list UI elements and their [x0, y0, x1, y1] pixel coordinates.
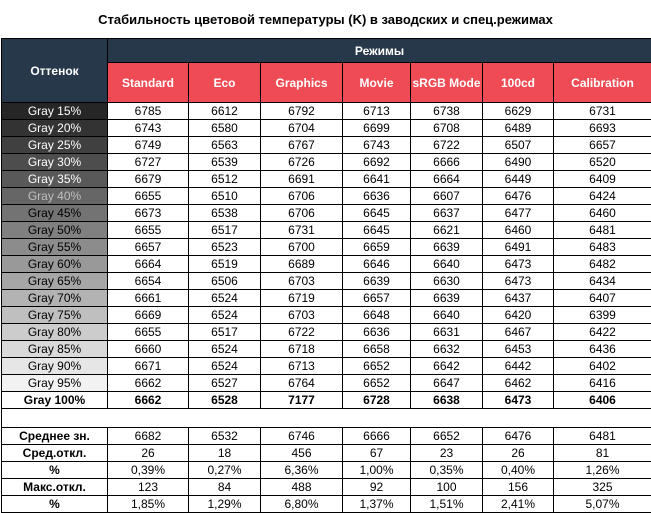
temperature-value: 6527 [189, 375, 261, 392]
mode-header: Eco [189, 63, 261, 103]
temperature-value: 6442 [483, 358, 554, 375]
temperature-value: 6538 [189, 205, 261, 222]
table-row [2, 103, 651, 120]
temperature-value: 6639 [411, 290, 483, 307]
temperature-value: 6645 [343, 205, 411, 222]
temperature-value: 6713 [261, 358, 343, 375]
stat-value: 100 [411, 479, 483, 496]
temperature-value: 6424 [554, 188, 651, 205]
temperature-value: 6638 [411, 392, 483, 409]
table-row [2, 239, 651, 256]
stat-value: 26 [108, 445, 189, 462]
temperature-value: 6477 [483, 205, 554, 222]
stat-value: 6746 [261, 428, 343, 445]
stat-value: 6476 [483, 428, 554, 445]
temperature-value: 6648 [343, 307, 411, 324]
temperature-value: 6792 [261, 103, 343, 120]
stat-value: 1,85% [108, 496, 189, 513]
gray-rows [2, 103, 651, 409]
temperature-value: 6636 [343, 324, 411, 341]
temperature-value: 6399 [554, 307, 651, 324]
temperature-value: 6691 [261, 171, 343, 188]
temperature-value: 6657 [554, 137, 651, 154]
color-temperature-table [1, 38, 651, 513]
temperature-value: 6607 [411, 188, 483, 205]
table-row [2, 120, 651, 137]
shade-label: Gray 25% [2, 137, 108, 154]
table-row [2, 324, 651, 341]
temperature-value: 6473 [483, 256, 554, 273]
stats-row [2, 445, 651, 462]
shade-label: Gray 45% [2, 205, 108, 222]
temperature-value: 6580 [189, 120, 261, 137]
temperature-value: 6727 [108, 154, 189, 171]
stat-value: 0,35% [411, 462, 483, 479]
stat-value: 23 [411, 445, 483, 462]
temperature-value: 6409 [554, 171, 651, 188]
table-row [2, 188, 651, 205]
temperature-value: 6523 [189, 239, 261, 256]
temperature-value: 7177 [261, 392, 343, 409]
temperature-value: 6632 [411, 341, 483, 358]
stat-value: 0,40% [483, 462, 554, 479]
temperature-value: 6436 [554, 341, 651, 358]
temperature-value: 6612 [189, 103, 261, 120]
stats-row [2, 496, 651, 513]
stat-value: 2,41% [483, 496, 554, 513]
temperature-value: 6713 [343, 103, 411, 120]
temperature-value: 6647 [411, 375, 483, 392]
stat-value: 456 [261, 445, 343, 462]
temperature-value: 6528 [189, 392, 261, 409]
table-row [2, 341, 651, 358]
shade-label: Gray 85% [2, 341, 108, 358]
stat-value: 1,26% [554, 462, 651, 479]
table-row [2, 137, 651, 154]
shade-label: Gray 70% [2, 290, 108, 307]
temperature-value: 6659 [343, 239, 411, 256]
temperature-value: 6743 [343, 137, 411, 154]
temperature-value: 6422 [554, 324, 651, 341]
temperature-value: 6706 [261, 188, 343, 205]
temperature-value: 6673 [108, 205, 189, 222]
temperature-value: 6645 [343, 222, 411, 239]
temperature-value: 6664 [108, 256, 189, 273]
spacer-row [2, 409, 651, 428]
shade-label: Gray 15% [2, 103, 108, 120]
temperature-value: 6524 [189, 307, 261, 324]
temperature-value: 6517 [189, 324, 261, 341]
temperature-value: 6749 [108, 137, 189, 154]
shade-label: Gray 80% [2, 324, 108, 341]
stat-value: 325 [554, 479, 651, 496]
temperature-value: 6706 [261, 205, 343, 222]
mode-header: Movie [343, 63, 411, 103]
temperature-value: 6703 [261, 273, 343, 290]
temperature-value: 6661 [108, 290, 189, 307]
temperature-value: 6731 [554, 103, 651, 120]
temperature-value: 6621 [411, 222, 483, 239]
mode-header: Calibration [554, 63, 651, 103]
table-row [2, 154, 651, 171]
table-row [2, 205, 651, 222]
temperature-value: 6481 [554, 222, 651, 239]
mode-header: sRGB Mode [411, 63, 483, 103]
stat-label: Сред.откл. [2, 445, 108, 462]
temperature-value: 6666 [411, 154, 483, 171]
temperature-value: 6719 [261, 290, 343, 307]
temperature-value: 6654 [108, 273, 189, 290]
temperature-value: 6639 [411, 239, 483, 256]
temperature-value: 6539 [189, 154, 261, 171]
table-row [2, 256, 651, 273]
shade-label: Gray 35% [2, 171, 108, 188]
temperature-value: 6473 [483, 392, 554, 409]
temperature-value: 6689 [261, 256, 343, 273]
temperature-value: 6708 [411, 120, 483, 137]
temperature-value: 6640 [411, 256, 483, 273]
temperature-value: 6652 [343, 358, 411, 375]
temperature-value: 6641 [343, 171, 411, 188]
temperature-value: 6476 [483, 188, 554, 205]
temperature-value: 6512 [189, 171, 261, 188]
mode-header: Standard [108, 63, 189, 103]
temperature-value: 6652 [343, 375, 411, 392]
temperature-value: 6764 [261, 375, 343, 392]
stat-value: 123 [108, 479, 189, 496]
temperature-value: 6460 [554, 205, 651, 222]
temperature-value: 6726 [261, 154, 343, 171]
temperature-value: 6407 [554, 290, 651, 307]
temperature-value: 6517 [189, 222, 261, 239]
table-row [2, 273, 651, 290]
stat-value: 6532 [189, 428, 261, 445]
stat-value: 92 [343, 479, 411, 496]
temperature-value: 6416 [554, 375, 651, 392]
temperature-value: 6660 [108, 341, 189, 358]
temperature-value: 6722 [261, 324, 343, 341]
temperature-value: 6718 [261, 341, 343, 358]
temperature-value: 6420 [483, 307, 554, 324]
shade-label: Gray 50% [2, 222, 108, 239]
temperature-value: 6460 [483, 222, 554, 239]
stat-value: 1,00% [343, 462, 411, 479]
stat-value: 488 [261, 479, 343, 496]
temperature-value: 6671 [108, 358, 189, 375]
stat-value: 6682 [108, 428, 189, 445]
temperature-value: 6655 [108, 188, 189, 205]
stat-value: 0,27% [189, 462, 261, 479]
temperature-value: 6490 [483, 154, 554, 171]
temperature-value: 6434 [554, 273, 651, 290]
temperature-value: 6662 [108, 392, 189, 409]
stat-value: 1,37% [343, 496, 411, 513]
temperature-value: 6704 [261, 120, 343, 137]
temperature-value: 6662 [108, 375, 189, 392]
mode-header: 100cd [483, 63, 554, 103]
temperature-value: 6629 [483, 103, 554, 120]
stat-value: 26 [483, 445, 554, 462]
temperature-value: 6731 [261, 222, 343, 239]
temperature-value: 6657 [343, 290, 411, 307]
temperature-value: 6679 [108, 171, 189, 188]
temperature-value: 6519 [189, 256, 261, 273]
temperature-value: 6637 [411, 205, 483, 222]
temperature-value: 6658 [343, 341, 411, 358]
temperature-value: 6642 [411, 358, 483, 375]
stat-value: 67 [343, 445, 411, 462]
temperature-value: 6664 [411, 171, 483, 188]
temperature-value: 6738 [411, 103, 483, 120]
shade-label: Gray 100% [2, 392, 108, 409]
temperature-value: 6728 [343, 392, 411, 409]
temperature-value: 6669 [108, 307, 189, 324]
temperature-value: 6462 [483, 375, 554, 392]
stat-value: 1,51% [411, 496, 483, 513]
temperature-value: 6524 [189, 358, 261, 375]
spacer-cell [2, 409, 651, 428]
temperature-value: 6700 [261, 239, 343, 256]
temperature-value: 6639 [343, 273, 411, 290]
shade-column-header: Оттенок [2, 39, 108, 103]
temperature-value: 6520 [554, 154, 651, 171]
table-title: Стабильность цветовой температуры (K) в заводских и спец.режимах [0, 0, 651, 38]
shade-label: Gray 60% [2, 256, 108, 273]
table-row [2, 171, 651, 188]
temperature-value: 6507 [483, 137, 554, 154]
stats-row [2, 462, 651, 479]
temperature-value: 6699 [343, 120, 411, 137]
shade-label: Gray 20% [2, 120, 108, 137]
temperature-value: 6510 [189, 188, 261, 205]
stat-value: 6,36% [261, 462, 343, 479]
stat-value: 6652 [411, 428, 483, 445]
shade-label: Gray 75% [2, 307, 108, 324]
temperature-value: 6402 [554, 358, 651, 375]
stats-row [2, 479, 651, 496]
temperature-value: 6524 [189, 290, 261, 307]
temperature-value: 6640 [411, 307, 483, 324]
temperature-value: 6437 [483, 290, 554, 307]
table-row [2, 290, 651, 307]
temperature-value: 6483 [554, 239, 651, 256]
stat-label: % [2, 462, 108, 479]
shade-label: Gray 65% [2, 273, 108, 290]
temperature-value: 6473 [483, 273, 554, 290]
temperature-value: 6785 [108, 103, 189, 120]
temperature-value: 6631 [411, 324, 483, 341]
temperature-value: 6491 [483, 239, 554, 256]
stats-rows [2, 428, 651, 513]
stat-label: Макс.откл. [2, 479, 108, 496]
modes-group-header: Режимы [108, 39, 651, 63]
shade-label: Gray 30% [2, 154, 108, 171]
stat-label: Среднее зн. [2, 428, 108, 445]
temperature-value: 6722 [411, 137, 483, 154]
stat-value: 6,80% [261, 496, 343, 513]
temperature-value: 6449 [483, 171, 554, 188]
temperature-value: 6482 [554, 256, 651, 273]
stat-label: % [2, 496, 108, 513]
stat-value: 6666 [343, 428, 411, 445]
temperature-value: 6467 [483, 324, 554, 341]
stats-row [2, 428, 651, 445]
table-row [2, 392, 651, 409]
shade-label: Gray 40% [2, 188, 108, 205]
temperature-value: 6743 [108, 120, 189, 137]
temperature-value: 6657 [108, 239, 189, 256]
temperature-value: 6636 [343, 188, 411, 205]
stat-value: 0,39% [108, 462, 189, 479]
temperature-value: 6406 [554, 392, 651, 409]
stat-value: 18 [189, 445, 261, 462]
temperature-value: 6692 [343, 154, 411, 171]
temperature-value: 6630 [411, 273, 483, 290]
temperature-value: 6655 [108, 222, 189, 239]
temperature-value: 6506 [189, 273, 261, 290]
stat-value: 6481 [554, 428, 651, 445]
temperature-value: 6703 [261, 307, 343, 324]
shade-label: Gray 90% [2, 358, 108, 375]
table-row [2, 375, 651, 392]
temperature-value: 6655 [108, 324, 189, 341]
stat-value: 1,29% [189, 496, 261, 513]
table-row [2, 358, 651, 375]
stat-value: 81 [554, 445, 651, 462]
stat-value: 84 [189, 479, 261, 496]
table-row [2, 307, 651, 324]
temperature-value: 6489 [483, 120, 554, 137]
stat-value: 156 [483, 479, 554, 496]
temperature-value: 6646 [343, 256, 411, 273]
temperature-value: 6563 [189, 137, 261, 154]
mode-header: Graphics [261, 63, 343, 103]
shade-label: Gray 55% [2, 239, 108, 256]
table-row [2, 222, 651, 239]
temperature-value: 6693 [554, 120, 651, 137]
temperature-value: 6453 [483, 341, 554, 358]
shade-label: Gray 95% [2, 375, 108, 392]
stat-value: 5,07% [554, 496, 651, 513]
temperature-value: 6524 [189, 341, 261, 358]
temperature-value: 6767 [261, 137, 343, 154]
